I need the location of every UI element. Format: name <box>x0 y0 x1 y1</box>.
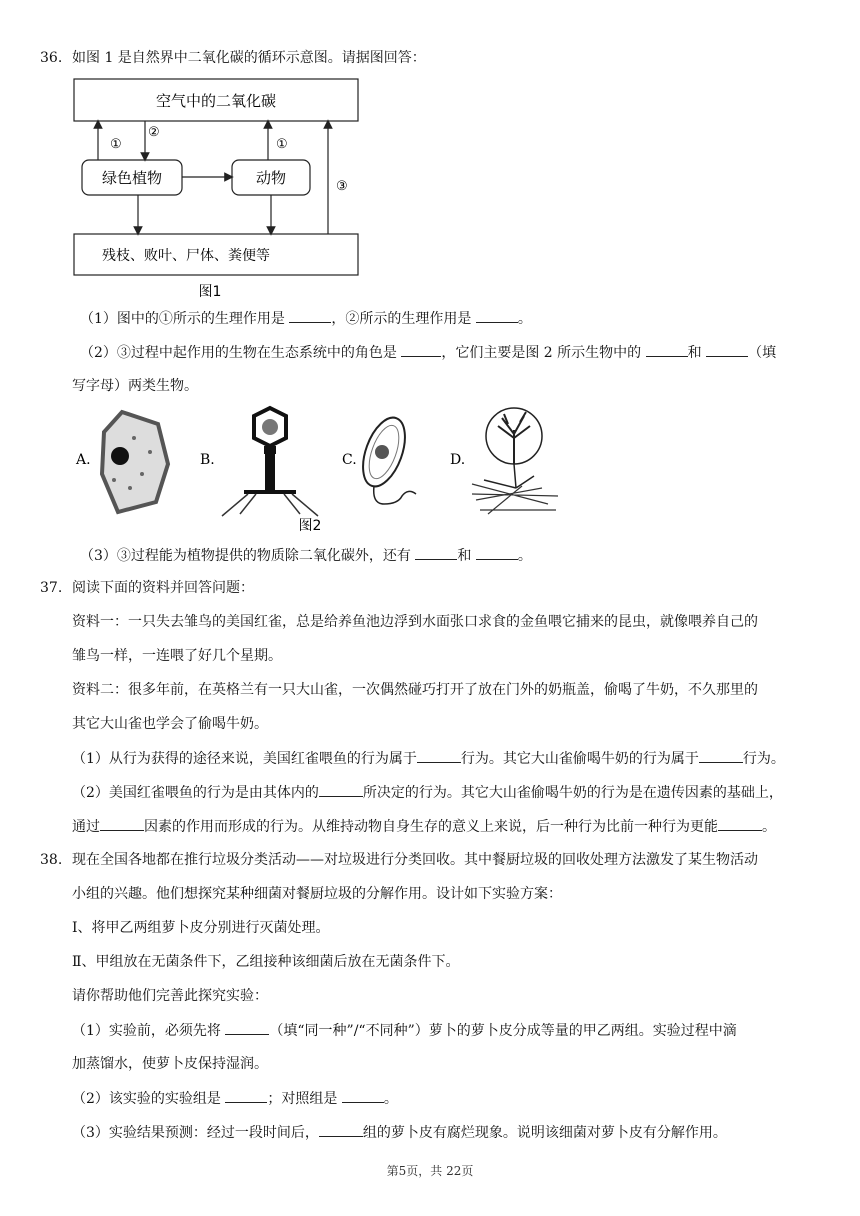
answer-blank[interactable] <box>646 342 688 357</box>
answer-blank[interactable] <box>225 1088 267 1103</box>
cell-image-a <box>102 412 168 512</box>
fig1-animals-label: 动物 <box>255 169 287 187</box>
fig1-air-label: 空气中的二氧化碳 <box>155 92 277 110</box>
q37-part2-cont: 通过 因素的作用而形成的行为。从维持动物自身生存的意义上来说，后一种行为比前一种行为更能 。 <box>72 816 776 837</box>
q36-number: 36. <box>40 50 63 66</box>
q38-step1: Ⅰ、将甲乙两组萝卜皮分别进行灭菌处理。 <box>72 920 330 936</box>
fig2-caption: 图2 <box>298 518 322 534</box>
answer-blank[interactable] <box>100 816 144 831</box>
fig1-plants-label: 绿色植物 <box>101 169 163 187</box>
figure-1-carbon-cycle <box>72 76 364 302</box>
fig2-label-d: D. <box>450 452 466 468</box>
q37-number: 37. <box>40 580 63 596</box>
q38-step2: Ⅱ、甲组放在无菌条件下，乙组接种该细菌后放在无菌条件下。 <box>72 954 460 970</box>
q38-part1-cont: 加蒸馏水，使萝卜皮保持湿润。 <box>72 1056 268 1072</box>
fig1-marker-2: ② <box>148 125 160 140</box>
q37-part1: （1）从行为获得的途径来说，美国红雀喂鱼的行为属于 行为。其它大山雀偷喝牛奶的行为属于 行为。 <box>72 748 785 769</box>
answer-blank[interactable] <box>289 308 331 323</box>
fig1-marker-1b: ① <box>276 137 288 152</box>
fig1-debris-label: 残枝、败叶、尸体、粪便等 <box>102 248 270 264</box>
answer-blank[interactable] <box>476 545 518 560</box>
fig1-caption: 图1 <box>198 284 222 300</box>
q38-ask: 请你帮助他们完善此探究实验： <box>72 988 268 1004</box>
q38-part1: （1）实验前，必须先将 （填“同一种”/“不同种”）萝卜的萝卜皮分成等量的甲乙两组。实验过程中滴 <box>72 1020 737 1041</box>
fig2-label-b: B. <box>200 452 215 468</box>
answer-blank[interactable] <box>401 342 441 357</box>
fig2-label-a: A. <box>76 452 91 468</box>
answer-blank[interactable] <box>319 1122 363 1137</box>
answer-blank[interactable] <box>342 1088 384 1103</box>
fungus-image-d <box>472 408 558 514</box>
q38-stem-cont: 小组的兴趣。他们想探究某种细菌对餐厨垃圾的分解作用。设计如下实验方案： <box>72 886 562 902</box>
answer-blank[interactable] <box>415 545 457 560</box>
q37-stem: 阅读下面的资料并回答问题： <box>72 580 254 596</box>
q37-part2: （2）美国红雀喂鱼的行为是由其体内的 所决定的行为。其它大山雀偷喝牛奶的行为是在遗传因素的基础上， <box>72 782 783 803</box>
q38-part2: （2）该实验的实验组是 ；对照组是 。 <box>72 1088 398 1109</box>
q37-material1: 资料一：一只失去雏鸟的美国红雀，总是给养鱼池边浮到水面张口求食的金鱼喂它捕来的昆虫，就像喂养自己的 <box>72 614 758 630</box>
q38-stem: 现在全国各地都在推行垃圾分类活动——对垃圾进行分类回收。其中餐厨垃圾的回收处理方法激发了某生物活动 <box>72 852 758 868</box>
answer-blank[interactable] <box>319 782 363 797</box>
q37-material2: 资料二：很多年前，在英格兰有一只大山雀，一次偶然碰巧打开了放在门外的奶瓶盖，偷喝了牛奶，不久那里的 <box>72 682 758 698</box>
q38-part3: （3）实验结果预测：经过一段时间后， 组的萝卜皮有腐烂现象。说明该细菌对萝卜皮有分解作用。 <box>72 1122 727 1143</box>
q38-number: 38. <box>40 852 63 868</box>
fig1-marker-3: ③ <box>336 179 348 194</box>
q36-part1: （1）图中的①所示的生理作用是 ，②所示的生理作用是 。 <box>80 308 532 329</box>
answer-blank[interactable] <box>476 308 518 323</box>
fig1-marker-1: ① <box>110 137 122 152</box>
answer-blank[interactable] <box>718 816 762 831</box>
page-footer: 第5页，共 22页 <box>386 1164 474 1178</box>
answer-blank[interactable] <box>699 748 743 763</box>
bacterium-image-c <box>355 412 416 504</box>
answer-blank[interactable] <box>225 1020 269 1035</box>
q36-part3: （3）③过程能为植物提供的物质除二氧化碳外，还有 和 。 <box>80 545 532 566</box>
q36-stem: 如图 1 是自然界中二氧化碳的循环示意图。请据图回答： <box>72 50 426 66</box>
virus-image-b <box>222 408 318 516</box>
q36-part2-cont: 写字母）两类生物。 <box>72 378 198 394</box>
figure-2-organisms <box>72 404 562 536</box>
answer-blank[interactable] <box>417 748 461 763</box>
q37-material2-cont: 其它大山雀也学会了偷喝牛奶。 <box>72 716 268 732</box>
answer-blank[interactable] <box>706 342 748 357</box>
q37-material1-cont: 雏鸟一样，一连喂了好几个星期。 <box>72 648 282 664</box>
q36-part2: （2）③过程中起作用的生物在生态系统中的角色是 ，它们主要是图 2 所示生物中的 和 （填 <box>80 342 776 363</box>
fig2-label-c: C. <box>342 452 357 468</box>
